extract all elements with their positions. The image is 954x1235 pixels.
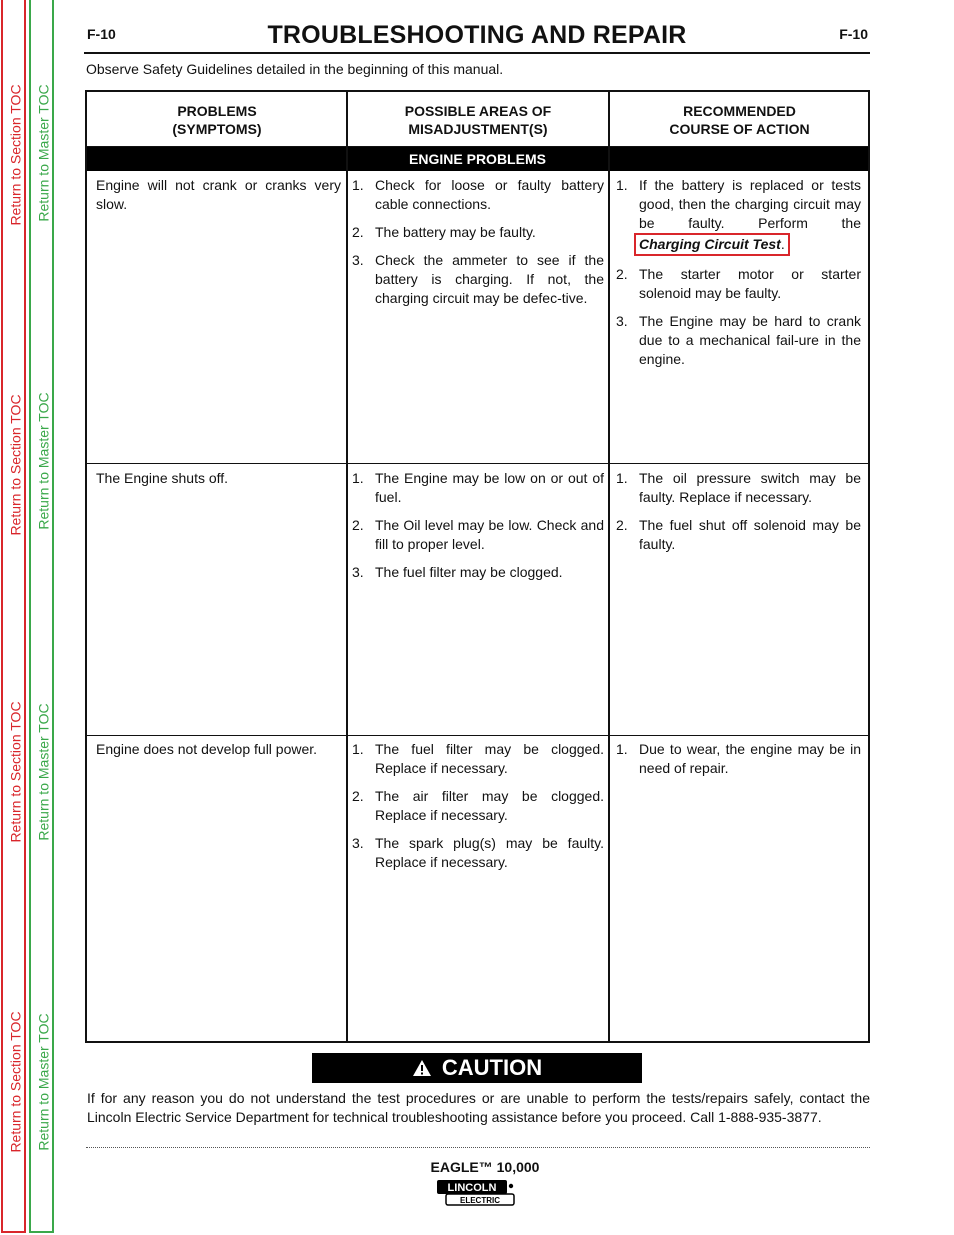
return-to-section-toc-link[interactable]: Return to Section TOC: [7, 394, 24, 536]
row-divider: [87, 735, 868, 736]
list-item: 2. The Oil level may be low. Check and fill to proper level.: [352, 517, 604, 552]
list-item: 1. Check for loose or faulty battery cable connections.: [352, 177, 604, 212]
list-item: 3. The fuel filter may be clogged.: [352, 564, 563, 580]
page-code-right: F-10: [839, 26, 868, 42]
safety-note: Observe Safety Guidelines detailed in the beginning of this manual.: [86, 61, 504, 77]
causes-cell: [352, 740, 604, 881]
header-divider: [84, 52, 870, 54]
return-to-master-toc-link[interactable]: Return to Master TOC: [35, 392, 52, 530]
column-header-misadjustments: POSSIBLE AREAS OF MISADJUSTMENT(S): [404, 102, 552, 137]
list-item: 2. The fuel shut off solenoid may be faulty.: [616, 517, 861, 552]
section-toc-bar: [1, 0, 26, 1233]
svg-text:LINCOLN: LINCOLN: [447, 1182, 497, 1194]
page-code-left: F-10: [87, 26, 116, 42]
list-item: 1. Due to wear, the engine may be in need of repair.: [616, 741, 861, 776]
return-to-master-toc-link[interactable]: Return to Master TOC: [35, 703, 52, 841]
actions-cell: [616, 176, 861, 378]
footer-divider: [86, 1147, 870, 1148]
svg-text:ELECTRIC: ELECTRIC: [460, 1196, 500, 1205]
return-to-section-toc-link[interactable]: Return to Section TOC: [7, 84, 24, 226]
caution-label: CAUTION: [441, 1055, 543, 1080]
master-toc-bar: [29, 0, 54, 1233]
warning-triangle-icon: [412, 1059, 432, 1077]
list-item: 3. Check the ammeter to see if the battery is charging. If not, the charging circuit may be defec-tive.: [352, 252, 604, 306]
column-divider: [346, 92, 348, 1041]
list-item: 1. The fuel filter may be clogged. Replace if necessary.: [352, 741, 604, 776]
list-item: 2. The starter motor or starter solenoid may be faulty.: [616, 266, 861, 301]
section-heading: ENGINE PROBLEMS: [87, 147, 868, 171]
actions-cell: [616, 740, 861, 787]
column-header-actions: RECOMMENDED COURSE OF ACTION: [669, 102, 810, 137]
return-to-section-toc-link[interactable]: Return to Section TOC: [7, 1011, 24, 1153]
return-to-master-toc-link[interactable]: Return to Master TOC: [35, 84, 52, 222]
list-item: 3. The spark plug(s) may be faulty. Replace if necessary.: [352, 835, 604, 870]
column-divider: [608, 92, 610, 1041]
problem-cell: Engine will not crank or cranks very slow.: [96, 177, 341, 212]
row-divider: [87, 463, 868, 464]
problem-cell: Engine does not develop full power.: [96, 741, 318, 757]
causes-cell: [352, 469, 604, 591]
list-item: 1. The oil pressure switch may be faulty. Replace if necessary.: [616, 470, 861, 505]
page-title: TROUBLESHOOTING AND REPAIR: [267, 21, 687, 49]
list-item: 2. The battery may be faulty.: [352, 224, 536, 240]
list-item: 3. The Engine may be hard to crank due to a mechanical fail-ure in the engine.: [616, 313, 861, 367]
model-name: EAGLE™ 10,000: [430, 1159, 540, 1175]
lincoln-electric-logo: [436, 1179, 516, 1207]
caution-text: If for any reason you do not understand the test procedures or are unable to perform the tests/repairs safely, contact the Lincoln Electric Service Department for technical troubleshooting assistance before you proceed. Call 1-888-935-3877.: [87, 1090, 870, 1125]
caution-banner: [312, 1053, 642, 1083]
list-item: 1. The Engine may be low on or out of fuel.: [352, 470, 604, 505]
problem-cell: The Engine shuts off.: [96, 470, 229, 486]
return-to-master-toc-link[interactable]: Return to Master TOC: [35, 1013, 52, 1151]
charging-circuit-test-link[interactable]: Charging Circuit Test.: [634, 233, 790, 256]
troubleshooting-table: [85, 90, 870, 1043]
column-header-problems: PROBLEMS (SYMPTOMS): [172, 102, 262, 137]
return-to-section-toc-link[interactable]: Return to Section TOC: [7, 701, 24, 843]
row-divider: [87, 146, 868, 147]
list-item: 2. The air filter may be clogged. Replace if necessary.: [352, 788, 604, 823]
actions-cell: [616, 469, 861, 563]
list-item: 1. If the battery is replaced or tests good, then the charging circuit may be faulty. Perform the Charging Circuit Test.: [616, 176, 861, 256]
causes-cell: [352, 176, 604, 317]
